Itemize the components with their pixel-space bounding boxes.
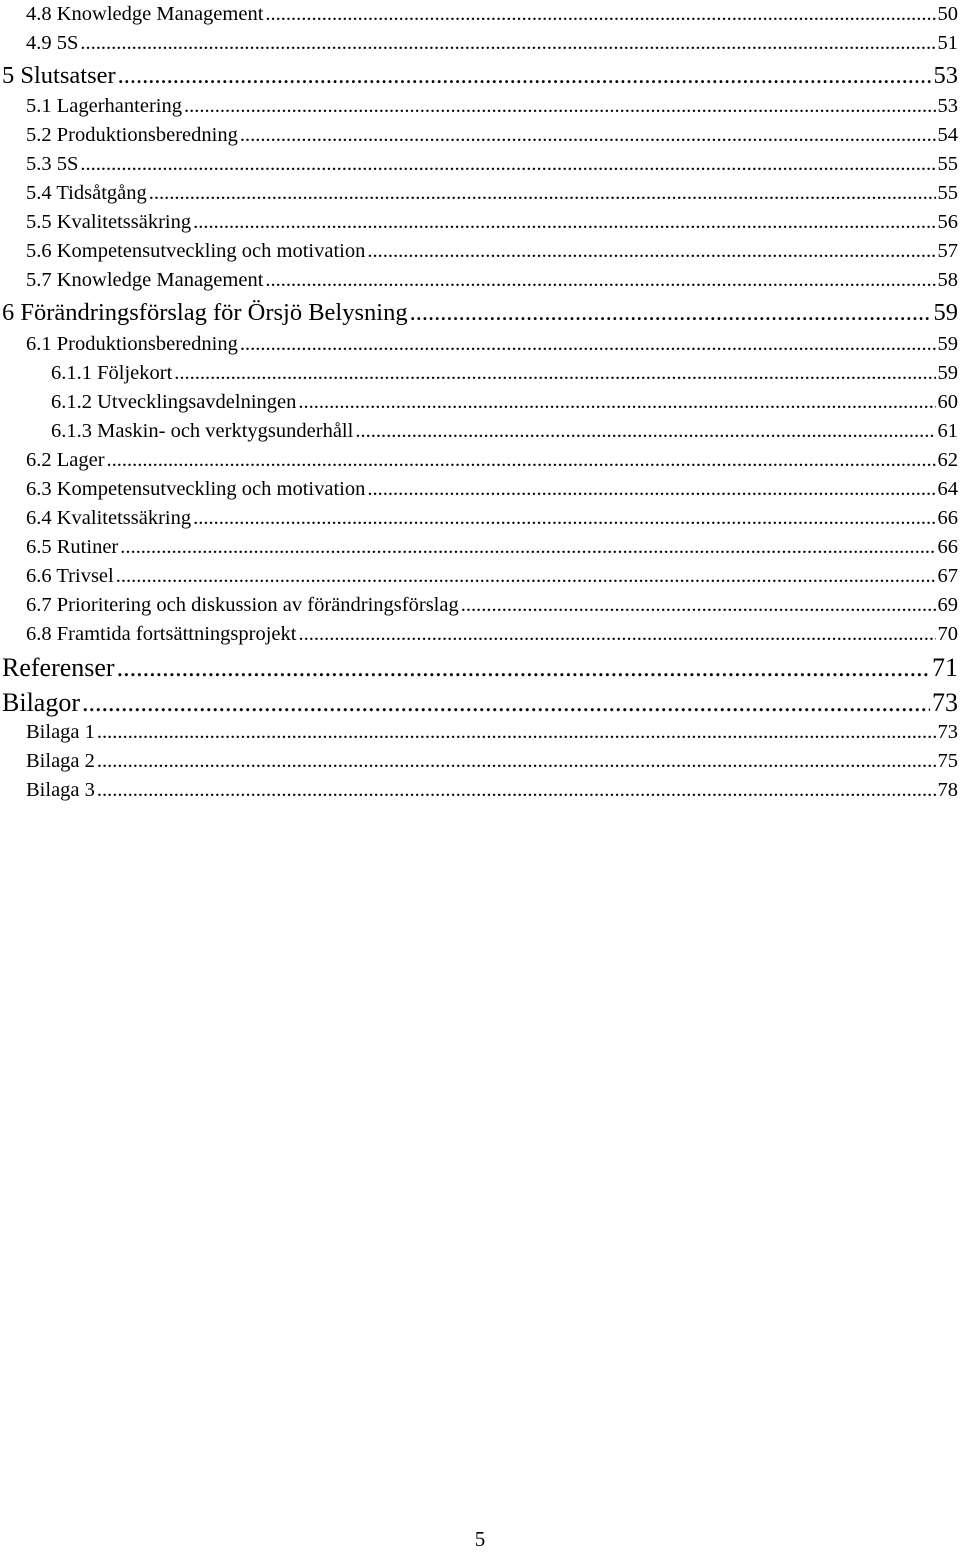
toc-entry-page: 70 [937,623,958,645]
toc-entry-title: 6.8 Framtida fortsättningsprojekt [26,623,297,645]
dot-leader [265,266,935,295]
toc-entry[interactable] [26,121,958,150]
dot-leader [97,718,936,747]
toc-entry-page: 55 [937,153,958,175]
toc-entry-title: 5.5 Kvalitetssäkring [26,211,192,233]
toc-entry[interactable] [26,208,958,237]
toc-entry-title: 4.9 5S [26,32,79,54]
toc-entry-page: 73 [932,688,958,717]
dot-leader [298,620,935,649]
toc-entry-page: 64 [937,478,958,500]
dot-leader [149,179,936,208]
toc-entry-title: 6 Förändringsförslag för Örsjö Belysning [2,299,408,326]
toc-entry-title: 5.3 5S [26,153,79,175]
toc-entry-page: 78 [937,779,958,801]
dot-leader [174,359,935,388]
toc-entry-page: 53 [933,62,958,89]
toc-entry[interactable] [26,29,958,58]
dot-leader [193,504,935,533]
dot-leader [461,591,936,620]
toc-entry-page: 59 [937,333,958,355]
dot-leader [410,296,932,329]
toc-entry[interactable] [51,359,958,388]
toc-entry-title: 6.1.1 Följekort [51,362,173,384]
toc-entry[interactable] [26,591,958,620]
toc-entry[interactable] [26,179,958,208]
dot-leader [120,533,935,562]
toc-entry[interactable] [2,59,958,92]
toc-entry-page: 66 [937,507,958,529]
toc-entry[interactable] [26,266,958,295]
toc-entry-page: 60 [937,391,958,413]
toc-entry[interactable] [26,620,958,649]
toc-entry-page: 59 [937,362,958,384]
toc-entry-page: 55 [937,182,958,204]
toc-entry-page: 71 [932,653,958,682]
toc-entry[interactable] [26,237,958,266]
dot-leader [367,237,935,266]
dot-leader [97,747,936,776]
toc-entry-title: Bilagor [2,688,80,717]
dot-leader [117,651,930,685]
toc-entry-title: 6.3 Kompetensutveckling och motivation [26,478,366,500]
toc-entry[interactable] [51,417,958,446]
toc-entry-title: 4.8 Knowledge Management [26,3,264,25]
toc-entry-title: 5 Slutsatser [2,62,116,89]
toc-entry-page: 54 [937,124,958,146]
toc-entry-page: 58 [937,269,958,291]
dot-leader [80,29,935,58]
toc-entry-page: 53 [937,95,958,117]
toc-entry-title: 6.1.3 Maskin- och verktygsunderhåll [51,420,354,442]
dot-leader [184,92,936,121]
toc-entry-title: Bilaga 2 [26,750,95,772]
dot-leader [265,0,935,29]
dot-leader [97,776,936,805]
toc-entry-page: 67 [937,565,958,587]
toc-entry-title: Bilaga 1 [26,721,95,743]
dot-leader [367,475,935,504]
toc-entry[interactable] [51,388,958,417]
toc-entry-title: 5.6 Kompetensutveckling och motivation [26,240,366,262]
dot-leader [193,208,935,237]
dot-leader [107,446,936,475]
toc-entry-page: 61 [937,420,958,442]
toc-entry-title: 6.6 Trivsel [26,565,114,587]
dot-leader [240,121,936,150]
toc-entry[interactable] [26,504,958,533]
toc-entry[interactable] [26,150,958,179]
toc-entry-page: 50 [937,3,958,25]
toc-entry-title: 5.1 Lagerhantering [26,95,182,117]
toc-entry-page: 51 [937,32,958,54]
dot-leader [118,59,932,92]
toc-entry-title: 5.4 Tidsåtgång [26,182,147,204]
toc-entry[interactable] [26,330,958,359]
toc-entry-page: 56 [937,211,958,233]
toc-entry-page: 75 [937,750,958,772]
toc-entry[interactable] [2,686,958,720]
toc-entry[interactable] [26,446,958,475]
dot-leader [240,330,936,359]
toc-entry[interactable] [26,533,958,562]
toc-entry-page: 73 [937,721,958,743]
toc-entry-title: 6.5 Rutiner [26,536,119,558]
toc-entry[interactable] [26,776,958,805]
toc-entry[interactable] [26,718,958,747]
toc-entry-title: 6.4 Kvalitetssäkring [26,507,192,529]
toc-entry-page: 69 [937,594,958,616]
toc-entry[interactable] [26,747,958,776]
dot-leader [82,686,930,720]
page-number: 5 [474,1527,486,1551]
toc-entry[interactable] [2,651,958,685]
toc-entry-page: 57 [937,240,958,262]
toc-entry-title: 5.2 Produktionsberedning [26,124,238,146]
toc-entry-title: Referenser [2,653,115,682]
toc-entry-page: 62 [937,449,958,471]
toc-entry[interactable] [26,0,958,29]
toc-entry-page: 66 [937,536,958,558]
dot-leader [298,388,935,417]
toc-entry[interactable] [26,562,958,591]
toc-entry-page: 59 [933,299,958,326]
toc-entry-title: 6.1 Produktionsberedning [26,333,238,355]
toc-entry-title: Bilaga 3 [26,779,95,801]
toc-entry-title: 6.2 Lager [26,449,105,471]
toc-entry[interactable] [26,475,958,504]
dot-leader [116,562,936,591]
toc-entry-title: 6.1.2 Utvecklingsavdelningen [51,391,297,413]
toc-entry[interactable] [2,296,958,329]
toc-entry-title: 5.7 Knowledge Management [26,269,264,291]
toc-entry[interactable] [26,92,958,121]
dot-leader [80,150,935,179]
toc-entry-title: 6.7 Prioritering och diskussion av förändringsförslag [26,594,459,616]
dot-leader [355,417,935,446]
